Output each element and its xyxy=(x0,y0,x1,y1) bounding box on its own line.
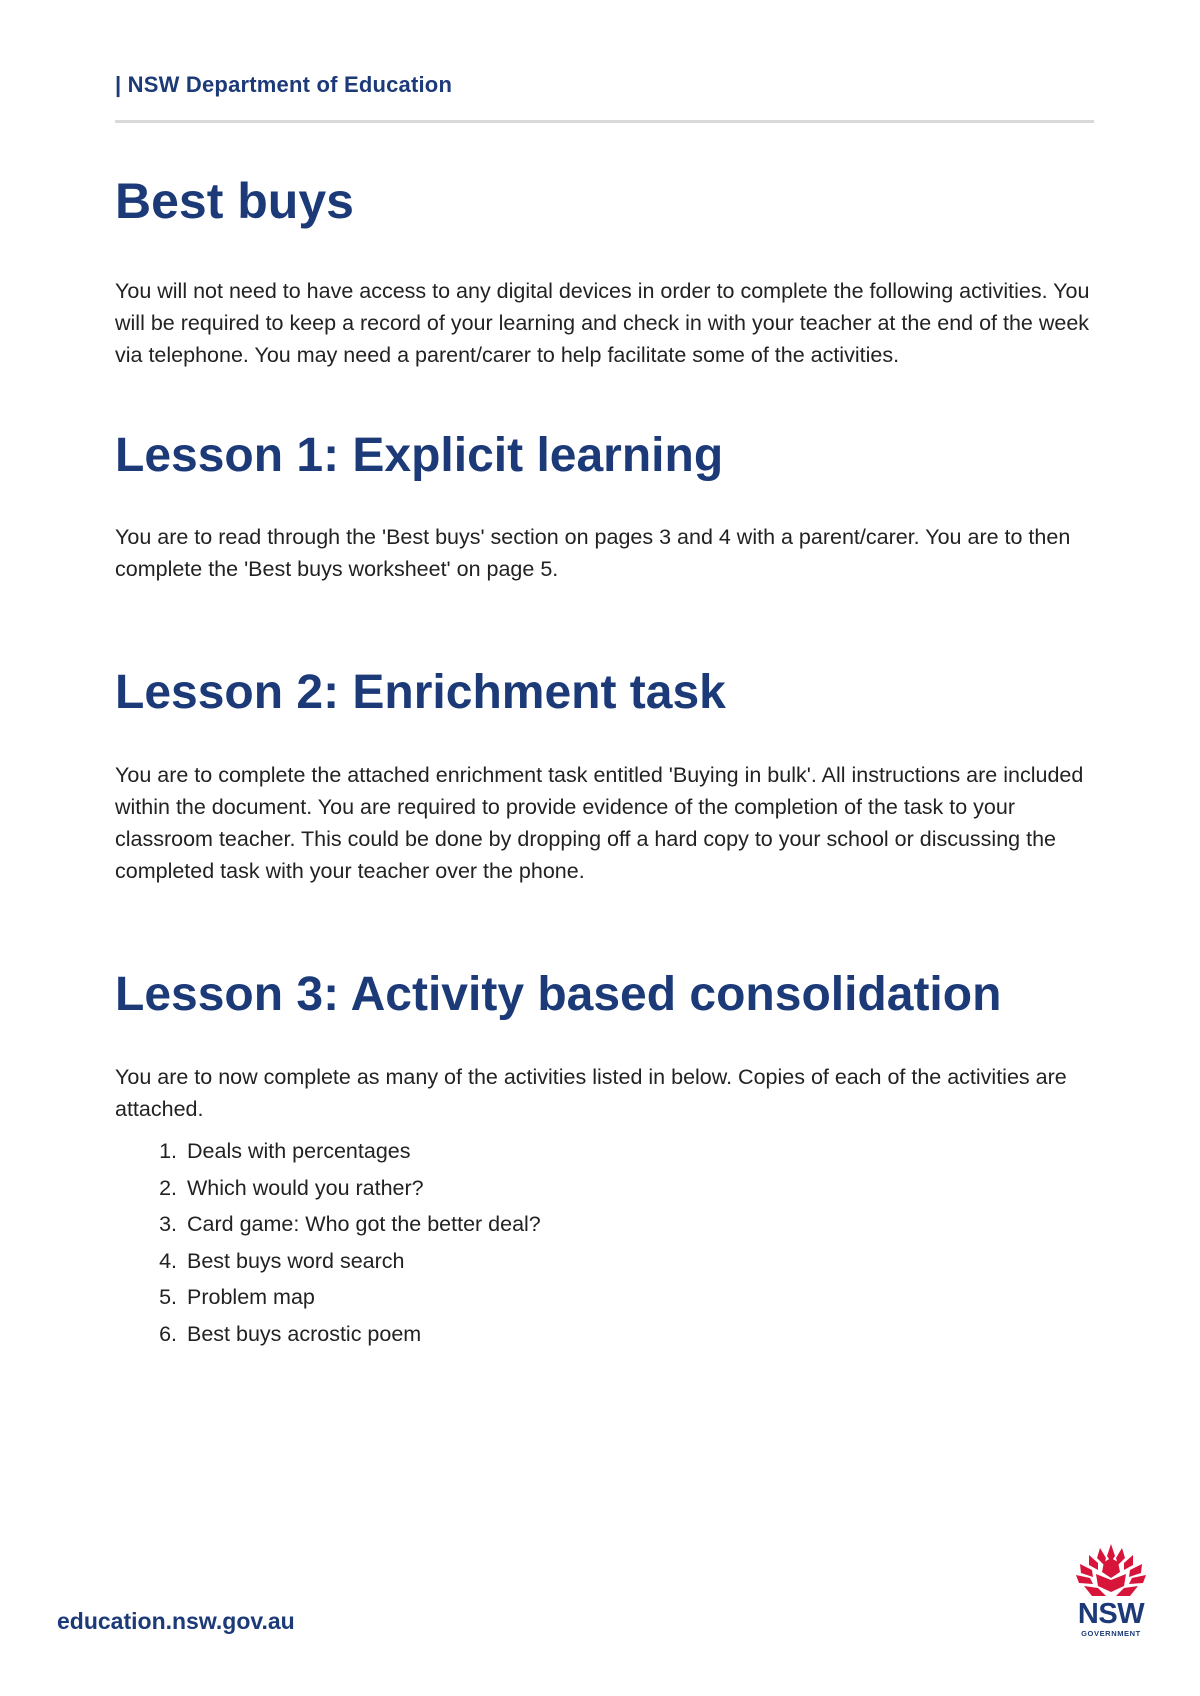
lesson3-heading: Lesson 3: Activity based consolidation xyxy=(115,968,1002,1021)
footer-website-link[interactable]: education.nsw.gov.au xyxy=(57,1608,295,1634)
header-organisation: | NSW Department of Education xyxy=(115,72,453,97)
activity-list xyxy=(115,1133,541,1352)
nsw-government-logo xyxy=(1066,1540,1156,1640)
header-divider xyxy=(115,120,1094,123)
list-item xyxy=(115,1243,541,1280)
logo-wordmark: NSW xyxy=(1077,1598,1145,1630)
page-title: Best buys xyxy=(115,173,354,229)
lesson1-heading: Lesson 1: Explicit learning xyxy=(115,429,724,482)
list-item-label: Best buys word search xyxy=(187,1248,405,1273)
list-item xyxy=(115,1170,541,1207)
waratah-flower-icon xyxy=(1066,1540,1156,1602)
list-item-label: Best buys acrostic poem xyxy=(187,1321,422,1346)
list-item xyxy=(115,1316,541,1353)
lesson2-paragraph: You are to complete the attached enrichment task entitled 'Buying in bulk'. All instructions are included within the document. You are required to provide evidence of the completion of the task to your classroom teacher. This could be done by dropping off a hard copy to your school or discussing the completed task with your teacher over the phone. xyxy=(115,763,1084,883)
list-item-number: 6. xyxy=(159,1321,177,1346)
list-item xyxy=(115,1206,541,1243)
list-item xyxy=(115,1279,541,1316)
logo-subtext: GOVERNMENT xyxy=(1081,1629,1141,1638)
lesson2-heading: Lesson 2: Enrichment task xyxy=(115,666,726,719)
list-item-label: Card game: Who got the better deal? xyxy=(187,1212,541,1236)
list-item-number: 1. xyxy=(159,1139,177,1163)
list-item-number: 4. xyxy=(159,1248,177,1273)
list-item-label: Deals with percentages xyxy=(187,1139,411,1163)
list-item-number: 3. xyxy=(159,1212,177,1236)
list-item-label: Problem map xyxy=(187,1285,315,1309)
list-item-number: 5. xyxy=(159,1285,177,1309)
list-item xyxy=(115,1133,541,1170)
list-item-label: Which would you rather? xyxy=(187,1175,424,1200)
lesson1-paragraph: You are to read through the 'Best buys' section on pages 3 and 4 with a parent/carer. You are to then complete the 'Best buys worksheet' on page 5. xyxy=(115,525,1071,581)
list-item-number: 2. xyxy=(159,1175,177,1200)
intro-paragraph: You will not need to have access to any digital devices in order to complete the following activities. You will be required to keep a record of your learning and check in with your teacher at the end of the week via telephone. You may need a parent/carer to help facilitate some of the activities. xyxy=(115,279,1090,367)
lesson3-paragraph: You are to now complete as many of the activities listed in below. Copies of each of the activities are attached. xyxy=(115,1065,1067,1121)
